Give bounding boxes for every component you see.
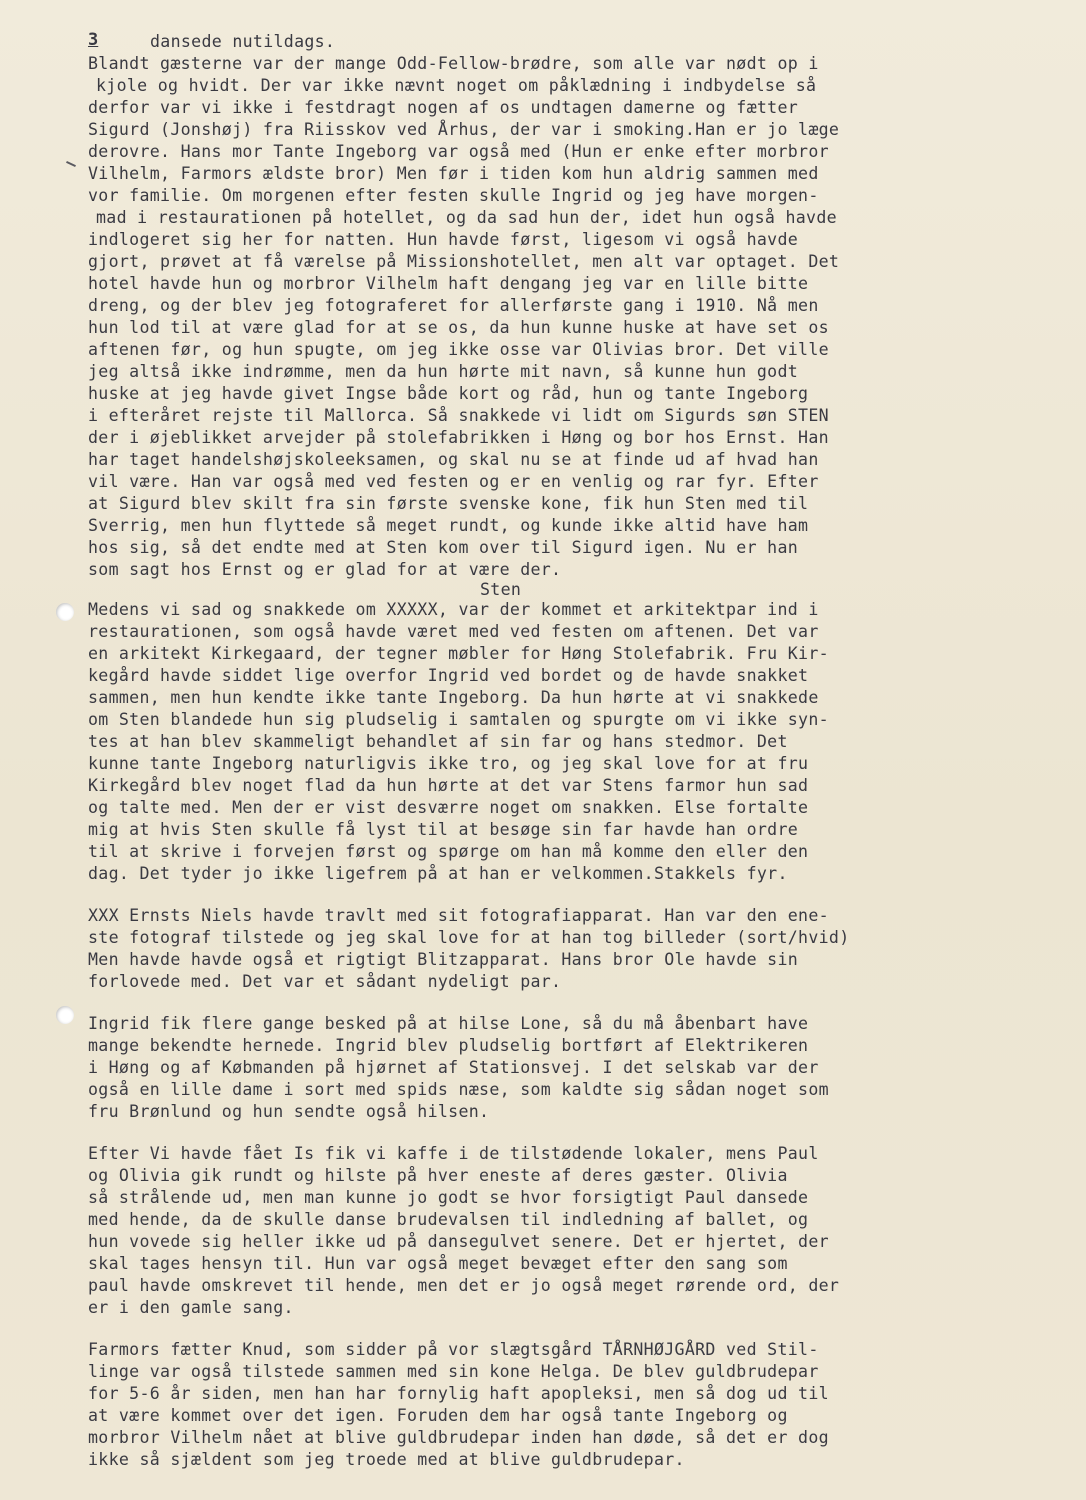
- text-line: har taget handelshøjskoleeksamen, og skal nu se at finde ud af hvad han: [88, 450, 819, 469]
- text-line: en arkitekt Kirkegaard, der tegner møbler for Høng Stolefabrik. Fru Kir-: [88, 644, 829, 663]
- page-number: 3: [88, 30, 99, 50]
- text-line: og Olivia gik rundt og hilste på hver eneste af deres gæster. Olivia: [88, 1166, 788, 1185]
- text-line: derovre. Hans mor Tante Ingeborg var også med (Hun er enke efter morbror: [88, 142, 829, 161]
- text-line: Sverrig, men hun flyttede så meget rundt, og kunde ikke altid have ham: [88, 516, 809, 535]
- text-line: XXX Ernsts Niels havde travlt med sit fotografiapparat. Han var den ene-: [88, 906, 829, 925]
- text-line: om Sten blandede hun sig pludselig i samtalen og spurgte om vi ikke syn-: [88, 710, 829, 729]
- text-line: for 5-6 år siden, men han har fornylig haft apopleksi, men så dog ud til: [88, 1384, 829, 1403]
- text-line: i efteråret rejste til Mallorca. Så snakkede vi lidt om Sigurds søn STEN: [88, 406, 829, 425]
- text-line: mad i restaurationen på hotellet, og da sad hun der, idet hun også havde: [96, 208, 837, 227]
- text-line: derfor var vi ikke i festdragt nogen af os undtagen damerne og fætter: [88, 98, 799, 117]
- text-line: mange bekendte hernede. Ingrid blev pludselig bortført af Elektrikeren: [88, 1036, 809, 1055]
- text-line: hun lod til at være glad for at se os, da hun kunne huske at have set os: [88, 318, 829, 337]
- text-line: så strålende ud, men man kunne jo godt se hvor forsigtigt Paul dansede: [88, 1188, 809, 1207]
- text-line: med hende, da de skulle danse brudevalsen til indledning af ballet, og: [88, 1210, 809, 1229]
- text-line: kegård havde siddet lige overfor Ingrid ved bordet og de havde snakket: [88, 666, 809, 685]
- text-line: kunne tante Ingeborg naturligvis ikke tro, og jeg skal love for at fru: [88, 754, 809, 773]
- text-line: gjort, prøvet at få værelse på Missionshotellet, men alt var optaget. Det: [88, 252, 840, 271]
- text-line: indlogeret sig her for natten. Hun havde først, ligesom vi også havde: [88, 230, 799, 249]
- text-line: Kirkegård blev noget flad da hun hørte at det var Stens farmor hun sad: [88, 776, 809, 795]
- text-line: Efter Vi havde fået Is fik vi kaffe i de tilstødende lokaler, mens Paul: [88, 1144, 819, 1163]
- text-line: at være kommet over det igen. Foruden dem har også tante Ingeborg og: [88, 1406, 788, 1425]
- text-line: mig at hvis Sten skulle få lyst til at besøge sin far havde han ordre: [88, 820, 799, 839]
- text-line: restaurationen, som også havde været med ved festen om aftenen. Det var: [88, 622, 819, 641]
- text-line: og talte med. Men der er vist desværre noget om snakken. Else fortalte: [88, 798, 809, 817]
- text-line: Vilhelm, Farmors ældste bror) Men før i tiden kom hun aldrig sammen med: [88, 164, 819, 183]
- text-line: dreng, og der blev jeg fotograferet for allerførste gang i 1910. Nå men: [88, 296, 819, 315]
- text-line: Ingrid fik flere gange besked på at hilse Lone, så du må åbenbart have: [88, 1014, 809, 1033]
- text-line: morbror Vilhelm nået at blive guldbrudepar inden han døde, så det er dog: [88, 1428, 829, 1447]
- text-line: linge var også tilstede sammen med sin kone Helga. De blev guldbrudepar: [88, 1362, 819, 1381]
- text-line: tes at han blev skammeligt behandlet af sin far og hans stedmor. Det: [88, 732, 788, 751]
- text-line: til at skrive i forvejen først og spørge om han må komme den eller den: [88, 842, 809, 861]
- text-line: i Høng og af Købmanden på hjørnet af Stationsvej. I det selskab var der: [88, 1058, 819, 1077]
- text-line: kjole og hvidt. Der var ikke nævnt noget om påklædning i indbydelse så: [96, 76, 817, 95]
- text-line: huske at jeg havde givet Ingse både kort og råd, hun og tante Ingeborg: [88, 384, 809, 403]
- text-line: Medens vi sad og snakkede om XXXXX, var der kommet et arkitektpar ind i: [88, 600, 819, 619]
- text-line: hotel havde hun og morbror Vilhelm haft dengang jeg var en lille bitte: [88, 274, 809, 293]
- text-line: fru Brønlund og hun sendte også hilsen.: [88, 1102, 490, 1121]
- text-line: jeg altså ikke indrømme, men da hun hørte mit navn, så kunne hun godt: [88, 362, 799, 381]
- text-line: dag. Det tyder jo ikke ligefrem på at han er velkommen.Stakkels fyr.: [88, 864, 788, 883]
- text-line: hun vovede sig heller ikke ud på dansegulvet senere. Det er hjertet, der: [88, 1232, 829, 1251]
- text-line: ste fotograf tilstede og jeg skal love for at han tog billeder (sort/hvid): [88, 928, 850, 947]
- text-line: at Sigurd blev skilt fra sin første svenske kone, fik hun Sten med til: [88, 494, 809, 513]
- text-line: der i øjeblikket arvejder på stolefabrikken i Høng og bor hos Ernst. Han: [88, 428, 829, 447]
- text-line: vor familie. Om morgenen efter festen skulle Ingrid og jeg have morgen-: [88, 186, 819, 205]
- punch-hole-upper: [56, 603, 74, 621]
- text-line: sammen, men hun kendte ikke tante Ingeborg. Da hun hørte at vi snakkede: [88, 688, 819, 707]
- text-line: hos sig, så det endte med at Sten kom over til Sigurd igen. Nu er han: [88, 538, 799, 557]
- text-line: skal tages hensyn til. Hun var også meget bevæget efter den sang som: [88, 1254, 788, 1273]
- text-line: Farmors fætter Knud, som sidder på vor slægtsgård TÅRNHØJGÅRD ved Stil-: [88, 1340, 819, 1359]
- text-line: Blandt gæsterne var der mange Odd-Fellow-brødre, som alle var nødt op i: [88, 54, 819, 73]
- text-line: dansede nutildags.: [150, 32, 336, 51]
- punch-hole-lower: [56, 1006, 74, 1024]
- text-line: Sigurd (Jonshøj) fra Riisskov ved Århus, der var i smoking.Han er jo læge: [88, 120, 840, 139]
- text-line: vil være. Han var også med ved festen og er en venlig og rar fyr. Efter: [88, 472, 819, 491]
- text-line: også en lille dame i sort med spids næse, som kaldte sig sådan noget som: [88, 1080, 829, 1099]
- text-line: er i den gamle sang.: [88, 1298, 294, 1317]
- text-line: ikke så sjældent som jeg troede med at blive guldbrudepar.: [88, 1450, 685, 1469]
- text-line: Sten: [480, 580, 522, 599]
- text-line: Men havde havde også et rigtigt Blitzapparat. Hans bror Ole havde sin: [88, 950, 799, 969]
- text-line: forlovede med. Det var et sådant nydeligt par.: [88, 972, 562, 991]
- text-line: paul havde omskrevet til hende, men det er jo også meget rørende ord, der: [88, 1276, 840, 1295]
- text-line: som sagt hos Ernst og er glad for at være der.: [88, 560, 562, 579]
- text-line: aftenen før, og hun spugte, om jeg ikke osse var Olivias bror. Det ville: [88, 340, 829, 359]
